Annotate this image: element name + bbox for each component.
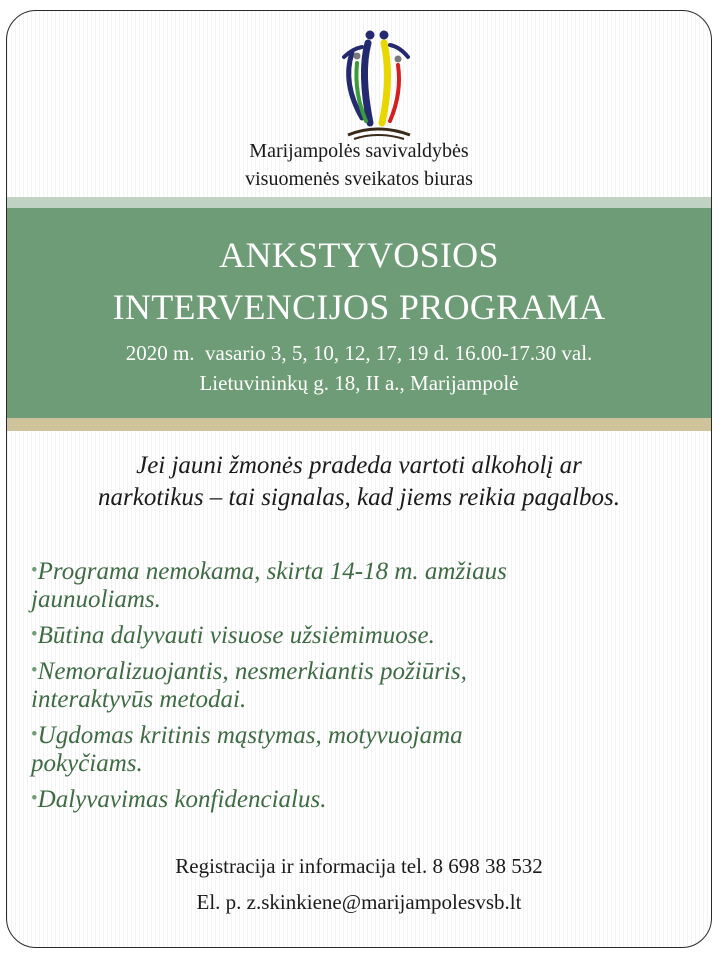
program-features-list xyxy=(31,557,691,821)
contact-email: El. p. z.skinkiene@marijampolesvsb.lt xyxy=(196,890,522,914)
bullet-text-line2: interaktyvūs metodai. xyxy=(31,686,247,713)
bullet-text-line2: pokyčiams. xyxy=(31,750,143,777)
bullet-text-line1: Dalyvavimas konfidencialus. xyxy=(37,786,327,813)
banner-bottom-stripe xyxy=(7,418,711,431)
program-title-line2: INTERVENCIJOS PROGRAMA xyxy=(112,287,606,327)
program-banner xyxy=(7,208,711,418)
contact-phone: Registracija ir informacija tel. 8 698 38 532 xyxy=(175,854,543,878)
bullet-icon: • xyxy=(31,788,38,809)
program-schedule: 2020 m. vasario 3, 5, 10, 12, 17, 19 d. 16.00-17.30 val. xyxy=(125,341,593,365)
people-figures-logo-icon xyxy=(332,23,422,141)
organization-name-line1: Marijampolės savivaldybės xyxy=(249,140,469,162)
list-item xyxy=(31,621,691,650)
bullet-text-line2: jaunuoliams. xyxy=(31,586,161,613)
bullet-icon: • xyxy=(31,724,38,745)
organization-name-line2: visuomenės sveikatos biuras xyxy=(245,168,473,190)
bullet-icon: • xyxy=(31,560,38,581)
bullet-icon: • xyxy=(31,624,38,645)
poster-card xyxy=(6,10,712,948)
bullet-text-line1: Nemoralizuojantis, nesmerkiantis požiūris, xyxy=(37,658,467,685)
bullet-text-line1: Programa nemokama, skirta 14-18 m. amžiaus xyxy=(37,558,507,585)
list-item xyxy=(31,721,691,778)
program-title-line1: ANKSTYVOSIOS xyxy=(219,235,499,275)
bullet-icon: • xyxy=(31,660,38,681)
bullet-text-line1: Būtina dalyvauti visuose užsiėmimuose. xyxy=(37,622,435,649)
list-item xyxy=(31,557,691,614)
slogan-line2: narkotikus – tai signalas, kad jiems reikia pagalbos. xyxy=(98,484,620,511)
bullet-text-line1: Ugdomas kritinis mąstymas, motyvuojama xyxy=(37,722,463,749)
list-item xyxy=(31,785,691,814)
list-item xyxy=(31,657,691,714)
slogan-line1: Jei jauni žmonės pradeda vartoti alkoholį ar xyxy=(136,452,582,479)
program-address: Lietuvininkų g. 18, II a., Marijampolė xyxy=(199,371,519,395)
banner-top-stripe xyxy=(7,197,711,208)
